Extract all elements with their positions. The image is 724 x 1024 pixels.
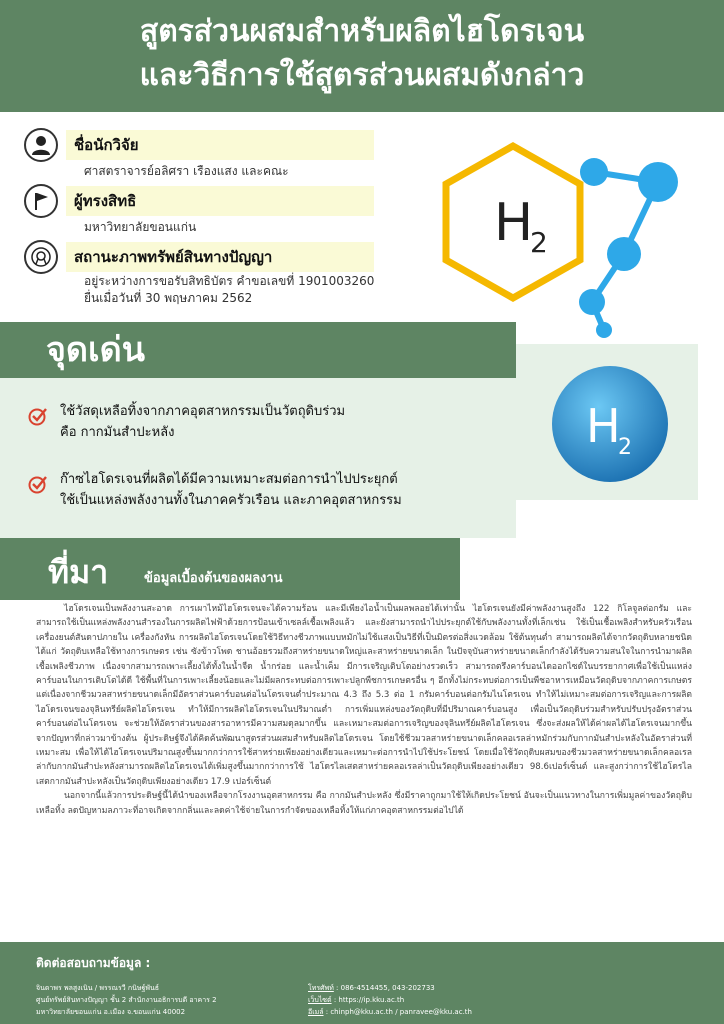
highlights-box [0,378,516,538]
person-icon [24,128,58,162]
card-h-text: H [586,399,621,453]
highlight-text-2a: ก๊าซไฮโดรเจนที่ผลิตได้มีความเหมาะสมต่อการนำไปประยุกต์ [60,472,398,487]
seal-icon [24,240,58,274]
researcher-value: ศาสตราจารย์อลิศรา เรืองแสง และคณะ [84,164,289,178]
owner-label: ผู้ทรงสิทธิ [66,186,374,216]
web-label: เว็บไซต์ [308,996,332,1004]
contact-names: จินดาพร พลสูงเนิน / พรรณรวี กนิษฐ์พันธ์ [36,984,160,992]
email-link[interactable]: : chinph@kku.ac.th / panravee@kku.ac.th [325,1008,472,1016]
ip-status-value-2: ยื่นเมื่อวันที่ 30 พฤษภาคม 2562 [84,291,253,305]
highlight-text-1a: ใช้วัสดุเหลือทิ้งจากภาคอุตสาหกรรมเป็นวัตถุดิบร่วม [60,404,346,419]
ip-status-value-1: อยู่ระหว่างการขอรับสิทธิบัตร คำขอเลขที่ 1901003260 [84,274,375,288]
highlight-text-2b: ใช้เป็นแหล่งพลังงานทั้งในภาคครัวเรือน และภาคอุตสาหกรรม [60,493,402,508]
title-line-1: สูตรส่วนผสมสำหรับผลิตไฮโดรเจน [139,14,585,49]
background-subtitle: ข้อมูลเบื้องต้นของผลงาน [144,571,283,586]
phone-label: โทรศัพท์ [308,984,334,992]
card-sub-text: 2 [618,435,632,460]
contact-channels-block [308,982,688,1018]
background-body [36,602,692,818]
title-line-2: และวิธีการใช้สูตรส่วนผสมดังกล่าว [139,58,585,93]
ip-status-label: สถานะภาพทรัพย์สินทางปัญญา [66,242,374,272]
researcher-label: ชื่อนักวิจัย [66,130,374,160]
background-banner [0,538,460,600]
phone-value: : 086-4514455, 043-202733 [336,984,435,992]
owner-value: มหาวิทยาลัยขอนแก่น [84,220,197,234]
flag-icon [24,184,58,218]
background-paragraph-1: ไฮโดรเจนเป็นพลังงานสะอาด การเผาไหม้ไฮโดรเจนจะได้ความร้อน และมีเพียงไอน้ำเป็นผลพลอยได้เท่านั้น ไฮโดรเจนยังมีค่าพลังงานสูงถึง 122 กิโลจูลต่อกรัม และสามารถใช้เป็นแหล่งพลังงานสำรองในการผลิตไฟฟ้าด้วยการป้อนเข้าเซลล์เชื้อเพลิงแล้ว และยังสามารถนำไปประยุกต์ใช้กับพลังงานทั้งที่เล็กเช่น ใช้เป็นเชื้อเพลิงสำหรับครัวเรือน เครื่องยนต์สันดาปภายใน เครื่องกังหัน การผลิตไฮโดรเจนโดยใช้วิธีทางชีวภาพแบบหมักไม่ใช้แสงเป็นวิธีที่เป็นมิตรต่อสิ่งแวดล้อม ใช้ต้นทุนต่ำ สามารถผลิตได้จากวัตถุดิบหลายชนิด ได้แก่ วัตถุดิบเหลือใช้ทางการเกษตร เช่น ซังข้าวโพด ชานอ้อยรวมถึงสาหร่ายขนาดใหญ่และสาหร่ายขนาดเล็ก ในปัจจุบันสาหร่ายขนาดเล็กกำลังได้รับความสนใจในการนำมาผลิตเชื้อเพลิงชีวภาพ เนื่องจากสามารถเพาะเลี้ยงได้ทั้งในน้ำจืด น้ำกร่อย และน้ำเค็ม มีการเจริญเติบโตอย่างรวดเร็ว สามารถตรึงคาร์บอนไดออกไซด์ในบรรยากาศเพื่อใช้เป็นแหล่งคาร์บอนในการเติบโตได้ดี ใช้พื้นที่ในการเพาะเลี้ยงน้อยและไม่มีผลกระทบต่อการเพาะปลูกพืชการเกษตรอื่น ๆ อีกทั้งไม่กระทบต่อการเป็นพืชอาหารเหมือนวัตถุดิบจากภาคการเกษตร แต่เนื่องจากชีวมวลสาหร่ายขนาดเล็กมีอัตราส่วนคาร์บอนต่อไนโตรเจนต่ำประมาณ 4.3 ถึง 5.3 ต่อ 1 กรัมคาร์บอนต่อกรัมไนโตรเจน ทำให้ไม่เหมาะสมต่อการเจริญและการผลิตไฮโดรเจนของจุลินทรีย์ผลิตไฮโดรเจน ทำให้มีการผลิตไฮโดรเจนในปริมาณต่ำ การเพิ่มแหล่งของวัตถุดิบที่มีปริมาณคาร์บอนสูง เพื่อเป็นวัตถุดิบร่วมสำหรับปรับปรุงอัตราส่วนคาร์บอนต่อไนโตรเจน จะช่วยให้อัตราส่วนของสารอาหารมีความสมดุลมากขึ้น และเหมาะสมต่อการเจริญของจุลินทรีย์ผลิตไฮโดรเจน ซึ่งจะส่งผลให้ได้ค่าผลได้ไฮโดรเจนมากขึ้น จากปัญหาที่กล่าวมาข้างต้น ผู้ประดิษฐ์จึงได้คิดค้นพัฒนาสูตรส่วนผสมสำหรับผลิตไฮโดรเจน โดยใช้ชีวมวลสาหร่ายขนาดเล็กคลอเรลล่าหมักร่วมกับกากมันสำปะหลังในอัตราส่วนที่เหมาะสม เพื่อให้ได้ไฮโดรเจนปริมาณสูงขึ้นมากกว่าการใช้สาหร่ายเพียงอย่างเดียวและเหมาะต่อการนำไปใช้ประโยชน์ โดยเมื่อใช้วัตถุดิบผสมของชีวมวลสาหร่ายขนาดเล็กคลอเรลล่ากับกากมันสำปะหลังสามารถผลิตไฮโดรเจนได้เพิ่มสูงขึ้นมากกว่าการใช้ ไฮโดรไลเสตสาหร่ายคลอเรลล่าเป็นวัตถุดิบเพียงอย่างเดียว 98.6เปอร์เซ็นต์ และสูงกว่าการใช้ไฮโดรไลเสตกากมันสำปะหลังเป็นวัตถุดิบเพียงอย่างเดียว 17.9 เปอร์เซ็นต์ [36,604,692,787]
hex-sub-text: 2 [530,226,548,259]
background-title: ที่มา [48,553,109,591]
contact-address-2: มหาวิทยาลัยขอนแก่น อ.เมือง จ.ขอนแก่น 40002 [36,1008,186,1016]
highlight-text-1b: คือ กากมันสำปะหลัง [60,425,175,440]
web-link[interactable]: : https://ip.kku.ac.th [333,996,405,1004]
title-banner [0,0,724,112]
check-circle-icon [28,474,48,494]
highlights-banner [0,322,516,378]
contact-address-1: ศูนย์ทรัพย์สินทางปัญญา ชั้น 2 สำนักงานอธิการบดี อาคาร 2 [36,996,217,1004]
email-label: อีเมล์ [308,1008,324,1016]
contact-title: ติดต่อสอบถามข้อมูล : [36,956,151,970]
check-circle-icon [28,406,48,426]
background-paragraph-2: นอกจากนี้แล้วการประดิษฐ์นี้ได้นำของเหลือจากโรงงานอุตสาหกรรม คือ กากมันสำปะหลัง ซึ่งมีราคาถูกมาใช้ให้เกิดประโยชน์ อันจะเป็นแนวทางในการเพิ่มมูลค่าของวัตถุดิบเหลือทิ้ง ลดปัญหามลภาวะที่อาจเกิดจากกลิ่นและลดค่าใช้จ่ายในการกำจัดของเหลือทิ้งให้แก่ภาคอุตสาหกรรมต่อไปได้ [36,791,692,816]
hex-h-text: H [494,193,534,253]
contact-footer [0,942,724,1024]
highlights-title: จุดเด่น [46,330,145,370]
h2-card [516,344,698,500]
molecule-icon [548,154,708,340]
contact-address-block [36,982,316,1018]
